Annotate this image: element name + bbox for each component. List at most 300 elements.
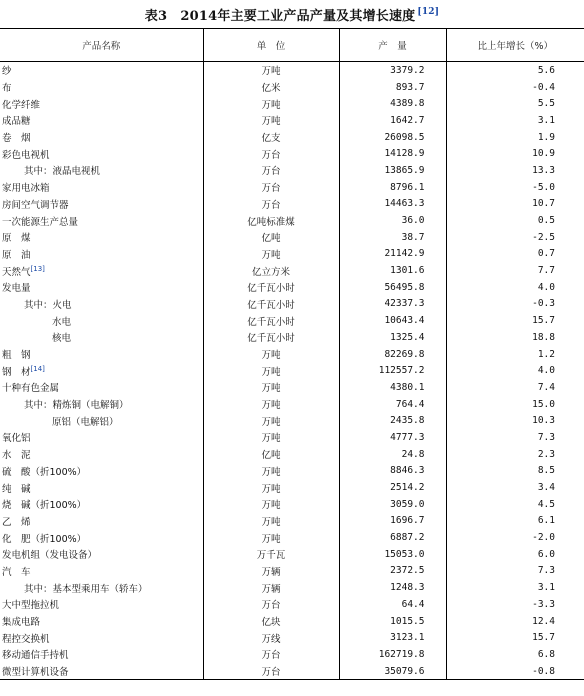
growth-cell-text: 3.1: [537, 114, 555, 126]
table-row: [0, 246, 584, 263]
growth-cell: [446, 329, 584, 346]
output-cell-text: 64.4: [401, 598, 425, 610]
unit-cell: [203, 62, 339, 79]
output-cell: [339, 563, 446, 580]
output-cell: [339, 529, 446, 546]
table-row: [0, 563, 584, 580]
product-name-cell-text: 化学纤维: [2, 99, 41, 111]
unit-cell-text: 万吨: [261, 99, 281, 111]
table-row: [0, 513, 584, 530]
table-row: [0, 296, 584, 313]
unit-cell-text: 亿块: [261, 617, 281, 629]
unit-cell: [203, 513, 339, 530]
footnote-link[interactable]: [13]: [30, 264, 45, 273]
unit-cell: [203, 579, 339, 596]
growth-cell-text: 6.8: [537, 648, 555, 660]
product-name-cell-text: 原铝（电解铝）: [52, 416, 119, 428]
output-cell-text: 35079.6: [384, 665, 425, 677]
growth-cell-text: 5.5: [537, 98, 555, 110]
table-row: [0, 546, 584, 563]
growth-cell: [446, 262, 584, 279]
unit-cell-text: 亿吨标准煤: [247, 216, 295, 228]
product-name-cell-text: 布: [2, 83, 12, 95]
growth-cell: [446, 62, 584, 79]
unit-cell: [203, 95, 339, 112]
product-name-cell: [0, 229, 203, 246]
table-row: [0, 496, 584, 513]
table-row: [0, 62, 584, 79]
output-cell-text: 4777.3: [390, 431, 425, 443]
growth-cell: [446, 279, 584, 296]
output-cell-text: 14128.9: [384, 148, 425, 160]
unit-cell: [203, 229, 339, 246]
unit-cell-text: 万吨: [261, 416, 281, 428]
output-cell-text: 56495.8: [384, 281, 425, 293]
growth-cell-text: 8.5: [537, 465, 555, 477]
output-cell-text: 4389.8: [390, 98, 425, 110]
growth-cell-text: -2.0: [532, 532, 555, 544]
product-name-cell: [0, 129, 203, 146]
growth-cell-text: 0.7: [537, 248, 555, 260]
output-cell-text: 764.4: [395, 398, 425, 410]
output-cell-text: 2435.8: [390, 415, 425, 427]
output-cell: [339, 162, 446, 179]
output-cell-text: 1325.4: [390, 331, 425, 343]
product-name-cell: [0, 646, 203, 663]
product-name-cell-text: 纱: [2, 66, 12, 78]
title-bar: [0, 0, 584, 28]
product-name-cell-text: 乙 烯: [2, 516, 31, 528]
product-name-cell: [0, 362, 203, 379]
unit-cell: [203, 129, 339, 146]
growth-cell-text: -5.0: [532, 181, 555, 193]
growth-cell-text: 4.0: [537, 281, 555, 293]
growth-cell: [446, 646, 584, 663]
product-name-cell: [0, 496, 203, 513]
growth-cell-text: 15.7: [532, 315, 555, 327]
table-header: [0, 29, 584, 62]
growth-cell-text: 15.7: [532, 632, 555, 644]
unit-cell-text: 万台: [261, 667, 281, 679]
output-cell: [339, 212, 446, 229]
growth-cell: [446, 79, 584, 96]
table-row: [0, 412, 584, 429]
product-name-cell-text: 集成电路: [2, 617, 41, 629]
table-row: [0, 212, 584, 229]
unit-cell: [203, 596, 339, 613]
output-cell-text: 42337.3: [384, 298, 425, 310]
growth-cell: [446, 412, 584, 429]
growth-cell: [446, 429, 584, 446]
output-cell-text: 13865.9: [384, 164, 425, 176]
output-cell-text: 112557.2: [378, 365, 425, 377]
product-name-cell-text: 十种有色金属: [2, 383, 60, 395]
table-row: [0, 196, 584, 213]
product-name-cell: [0, 62, 203, 79]
unit-cell-text: 亿支: [261, 133, 281, 145]
growth-cell: [446, 396, 584, 413]
unit-cell: [203, 162, 339, 179]
product-name-cell: [0, 262, 203, 279]
unit-cell: [203, 546, 339, 563]
output-cell-text: 8846.3: [390, 465, 425, 477]
growth-cell-text: -0.4: [532, 81, 555, 93]
table-row: [0, 529, 584, 546]
unit-cell-text: 万吨: [261, 383, 281, 395]
growth-cell: [446, 296, 584, 313]
output-cell: [339, 312, 446, 329]
growth-cell-text: -0.8: [532, 665, 555, 677]
product-name-cell-text: 粗 钢: [2, 350, 31, 362]
growth-cell: [446, 496, 584, 513]
unit-cell-text: 万吨: [261, 66, 281, 78]
unit-cell: [203, 196, 339, 213]
growth-cell: [446, 162, 584, 179]
unit-cell: [203, 379, 339, 396]
growth-cell: [446, 513, 584, 530]
product-name-cell-text: 成品糖: [2, 116, 31, 128]
product-name-cell-text: 其中：火电: [24, 299, 72, 311]
output-cell: [339, 613, 446, 630]
unit-cell-text: 亿立方米: [251, 266, 290, 278]
unit-cell-text: 万台: [261, 166, 281, 178]
unit-cell-text: 亿千瓦小时: [247, 316, 295, 328]
table-row: [0, 95, 584, 112]
column-header-output: 产 量: [339, 29, 446, 62]
growth-cell: [446, 446, 584, 463]
unit-cell: [203, 529, 339, 546]
unit-cell-text: 亿吨: [261, 450, 281, 462]
industrial-output-table: [0, 28, 584, 680]
unit-cell: [203, 312, 339, 329]
unit-cell: [203, 429, 339, 446]
growth-cell-text: 7.4: [537, 381, 555, 393]
table-row: [0, 446, 584, 463]
growth-cell-text: 3.1: [537, 582, 555, 594]
unit-cell-text: 万台: [261, 149, 281, 161]
unit-cell: [203, 663, 339, 680]
unit-cell-text: 万吨: [261, 350, 281, 362]
growth-cell-text: 13.3: [532, 164, 555, 176]
unit-cell-text: 亿米: [261, 83, 281, 95]
table-row: [0, 429, 584, 446]
unit-cell: [203, 246, 339, 263]
growth-cell-text: 1.2: [537, 348, 555, 360]
output-cell: [339, 196, 446, 213]
output-cell-text: 893.7: [395, 81, 425, 93]
product-name-cell: [0, 79, 203, 96]
output-cell: [339, 262, 446, 279]
header-row: [0, 29, 584, 62]
product-name-cell-text: 天然气: [2, 266, 31, 278]
output-cell: [339, 629, 446, 646]
table-row: [0, 79, 584, 96]
unit-cell-text: 亿千瓦小时: [247, 299, 295, 311]
table-row: [0, 346, 584, 363]
product-name-cell-text: 发电量: [2, 283, 31, 295]
growth-cell: [446, 129, 584, 146]
growth-cell-text: 10.3: [532, 415, 555, 427]
product-name-cell: [0, 579, 203, 596]
output-cell-text: 2514.2: [390, 482, 425, 494]
output-cell: [339, 62, 446, 79]
product-name-cell-text: 发电机组（发电设备）: [2, 550, 98, 562]
product-name-cell: [0, 162, 203, 179]
product-name-cell: [0, 329, 203, 346]
growth-cell-text: -0.3: [532, 298, 555, 310]
output-cell-text: 4380.1: [390, 381, 425, 393]
growth-cell: [446, 379, 584, 396]
table-row: [0, 596, 584, 613]
unit-cell: [203, 463, 339, 480]
product-name-cell-text: 卷 烟: [2, 133, 31, 145]
product-name-cell: [0, 312, 203, 329]
table-title-text: 表3 2014年主要工业产品产量及其增长速度: [144, 8, 416, 24]
table-row: [0, 479, 584, 496]
output-cell: [339, 279, 446, 296]
output-cell-text: 1015.5: [390, 615, 425, 627]
unit-cell: [203, 563, 339, 580]
table-row: [0, 629, 584, 646]
output-cell-text: 2372.5: [390, 565, 425, 577]
output-cell: [339, 229, 446, 246]
growth-cell: [446, 463, 584, 480]
column-header-growth: 比上年增长（%）: [446, 29, 584, 62]
unit-cell-text: 万线: [261, 633, 281, 645]
table-row: [0, 579, 584, 596]
growth-cell: [446, 346, 584, 363]
output-cell-text: 14463.3: [384, 198, 425, 210]
unit-cell: [203, 412, 339, 429]
column-header-unit: 单 位: [203, 29, 339, 62]
table-row: [0, 312, 584, 329]
table-row: [0, 663, 584, 680]
product-name-cell: [0, 546, 203, 563]
unit-cell-text: 万千瓦: [256, 550, 286, 562]
output-cell-text: 82269.8: [384, 348, 425, 360]
output-cell-text: 6887.2: [390, 532, 425, 544]
unit-cell-text: 万吨: [261, 466, 281, 478]
unit-cell: [203, 262, 339, 279]
growth-cell-text: 7.3: [537, 565, 555, 577]
growth-cell: [446, 112, 584, 129]
table-row: [0, 463, 584, 480]
output-cell: [339, 412, 446, 429]
output-cell-text: 1248.3: [390, 582, 425, 594]
product-name-cell-text: 钢 材: [2, 366, 31, 378]
unit-cell: [203, 629, 339, 646]
table-row: [0, 162, 584, 179]
unit-cell: [203, 396, 339, 413]
growth-cell-text: 6.1: [537, 515, 555, 527]
growth-cell-text: 2.3: [537, 448, 555, 460]
growth-cell-text: 6.0: [537, 548, 555, 560]
growth-cell: [446, 246, 584, 263]
output-cell: [339, 346, 446, 363]
output-cell: [339, 596, 446, 613]
table-row: [0, 279, 584, 296]
unit-cell-text: 亿吨: [261, 233, 281, 245]
output-cell: [339, 546, 446, 563]
table-row: [0, 229, 584, 246]
product-name-cell: [0, 179, 203, 196]
product-name-cell-text: 硫 酸（折100%）: [2, 466, 87, 478]
output-cell: [339, 663, 446, 680]
growth-cell: [446, 596, 584, 613]
output-cell-text: 1642.7: [390, 114, 425, 126]
output-cell-text: 38.7: [401, 231, 425, 243]
unit-cell: [203, 296, 339, 313]
growth-cell: [446, 312, 584, 329]
unit-cell: [203, 446, 339, 463]
output-cell: [339, 496, 446, 513]
growth-cell-text: 10.9: [532, 148, 555, 160]
growth-cell-text: 10.7: [532, 198, 555, 210]
growth-cell: [446, 95, 584, 112]
growth-cell-text: -3.3: [532, 598, 555, 610]
product-name-cell-text: 房间空气调节器: [2, 199, 69, 211]
output-cell: [339, 179, 446, 196]
product-name-cell-text: 氧化铝: [2, 433, 31, 445]
output-cell: [339, 129, 446, 146]
product-name-cell: [0, 529, 203, 546]
product-name-cell-text: 彩色电视机: [2, 149, 50, 161]
title-footnote-link[interactable]: [12]: [417, 7, 440, 18]
growth-cell: [446, 196, 584, 213]
growth-cell-text: 18.8: [532, 331, 555, 343]
product-name-cell: [0, 446, 203, 463]
growth-cell: [446, 579, 584, 596]
product-name-cell: [0, 112, 203, 129]
unit-cell: [203, 479, 339, 496]
output-cell-text: 1696.7: [390, 515, 425, 527]
product-name-cell-text: 一次能源生产总量: [2, 216, 79, 228]
product-name-cell: [0, 279, 203, 296]
unit-cell-text: 万台: [261, 600, 281, 612]
product-name-cell-text: 原 油: [2, 249, 31, 261]
unit-cell-text: 亿千瓦小时: [247, 333, 295, 345]
product-name-cell-text: 化 肥（折100%）: [2, 533, 87, 545]
growth-cell: [446, 663, 584, 680]
output-cell: [339, 646, 446, 663]
unit-cell-text: 万吨: [261, 116, 281, 128]
unit-cell-text: 万吨: [261, 516, 281, 528]
growth-cell: [446, 529, 584, 546]
output-cell: [339, 145, 446, 162]
product-name-cell: [0, 663, 203, 680]
unit-cell: [203, 79, 339, 96]
unit-cell: [203, 112, 339, 129]
unit-cell: [203, 279, 339, 296]
output-cell: [339, 479, 446, 496]
output-cell-text: 21142.9: [384, 248, 425, 260]
growth-cell: [446, 362, 584, 379]
product-name-cell: [0, 412, 203, 429]
output-cell: [339, 112, 446, 129]
growth-cell-text: 7.3: [537, 431, 555, 443]
growth-cell: [446, 613, 584, 630]
unit-cell-text: 万吨: [261, 249, 281, 261]
output-cell: [339, 429, 446, 446]
product-name-cell-text: 其中：精炼铜（电解铜）: [24, 400, 129, 412]
product-name-cell: [0, 212, 203, 229]
product-name-cell-text: 水 泥: [2, 450, 31, 462]
product-name-cell: [0, 429, 203, 446]
product-name-cell-text: 水电: [52, 316, 72, 328]
unit-cell: [203, 346, 339, 363]
output-cell-text: 24.8: [401, 448, 425, 460]
product-name-cell: [0, 196, 203, 213]
product-name-cell: [0, 145, 203, 162]
unit-cell: [203, 362, 339, 379]
growth-cell: [446, 179, 584, 196]
growth-cell: [446, 145, 584, 162]
output-cell-text: 3379.2: [390, 64, 425, 76]
unit-cell-text: 亿千瓦小时: [247, 283, 295, 295]
product-name-cell: [0, 629, 203, 646]
output-cell: [339, 296, 446, 313]
output-cell-text: 10643.4: [384, 315, 425, 327]
product-name-cell-text: 移动通信手持机: [2, 650, 69, 662]
product-name-cell-text: 程控交换机: [2, 633, 50, 645]
output-cell: [339, 396, 446, 413]
table-row: [0, 396, 584, 413]
product-name-cell-text: 汽 车: [2, 566, 31, 578]
unit-cell-text: 万台: [261, 183, 281, 195]
growth-cell: [446, 479, 584, 496]
table-body: [0, 62, 584, 680]
output-cell: [339, 513, 446, 530]
table-row: [0, 145, 584, 162]
unit-cell-text: 万台: [261, 650, 281, 662]
unit-cell-text: 万辆: [261, 566, 281, 578]
footnote-link[interactable]: [14]: [30, 364, 45, 373]
table-row: [0, 613, 584, 630]
product-name-cell-text: 烧 碱（折100%）: [2, 500, 87, 512]
product-name-cell-text: 核电: [52, 333, 72, 345]
product-name-cell-text: 其中：液晶电视机: [24, 166, 101, 178]
unit-cell-text: 万辆: [261, 583, 281, 595]
growth-cell-text: -2.5: [532, 231, 555, 243]
product-name-cell: [0, 346, 203, 363]
unit-cell-text: 万台: [261, 199, 281, 211]
output-cell: [339, 246, 446, 263]
table-row: [0, 329, 584, 346]
product-name-cell: [0, 463, 203, 480]
growth-cell: [446, 563, 584, 580]
growth-cell-text: 12.4: [532, 615, 555, 627]
output-cell-text: 162719.8: [378, 648, 425, 660]
output-cell-text: 3123.1: [390, 632, 425, 644]
unit-cell-text: 万吨: [261, 483, 281, 495]
product-name-cell: [0, 563, 203, 580]
product-name-cell-text: 其中：基本型乘用车（轿车）: [24, 583, 148, 595]
table-row: [0, 362, 584, 379]
growth-cell-text: 15.0: [532, 398, 555, 410]
output-cell-text: 15053.0: [384, 548, 425, 560]
unit-cell-text: 万吨: [261, 433, 281, 445]
output-cell-text: 36.0: [401, 215, 425, 227]
product-name-cell-text: 纯 碱: [2, 483, 31, 495]
output-cell: [339, 463, 446, 480]
product-name-cell-text: 大中型拖拉机: [2, 600, 60, 612]
growth-cell-text: 4.5: [537, 498, 555, 510]
unit-cell-text: 万吨: [261, 500, 281, 512]
product-name-cell: [0, 246, 203, 263]
growth-cell: [446, 229, 584, 246]
growth-cell-text: 3.4: [537, 482, 555, 494]
growth-cell: [446, 212, 584, 229]
